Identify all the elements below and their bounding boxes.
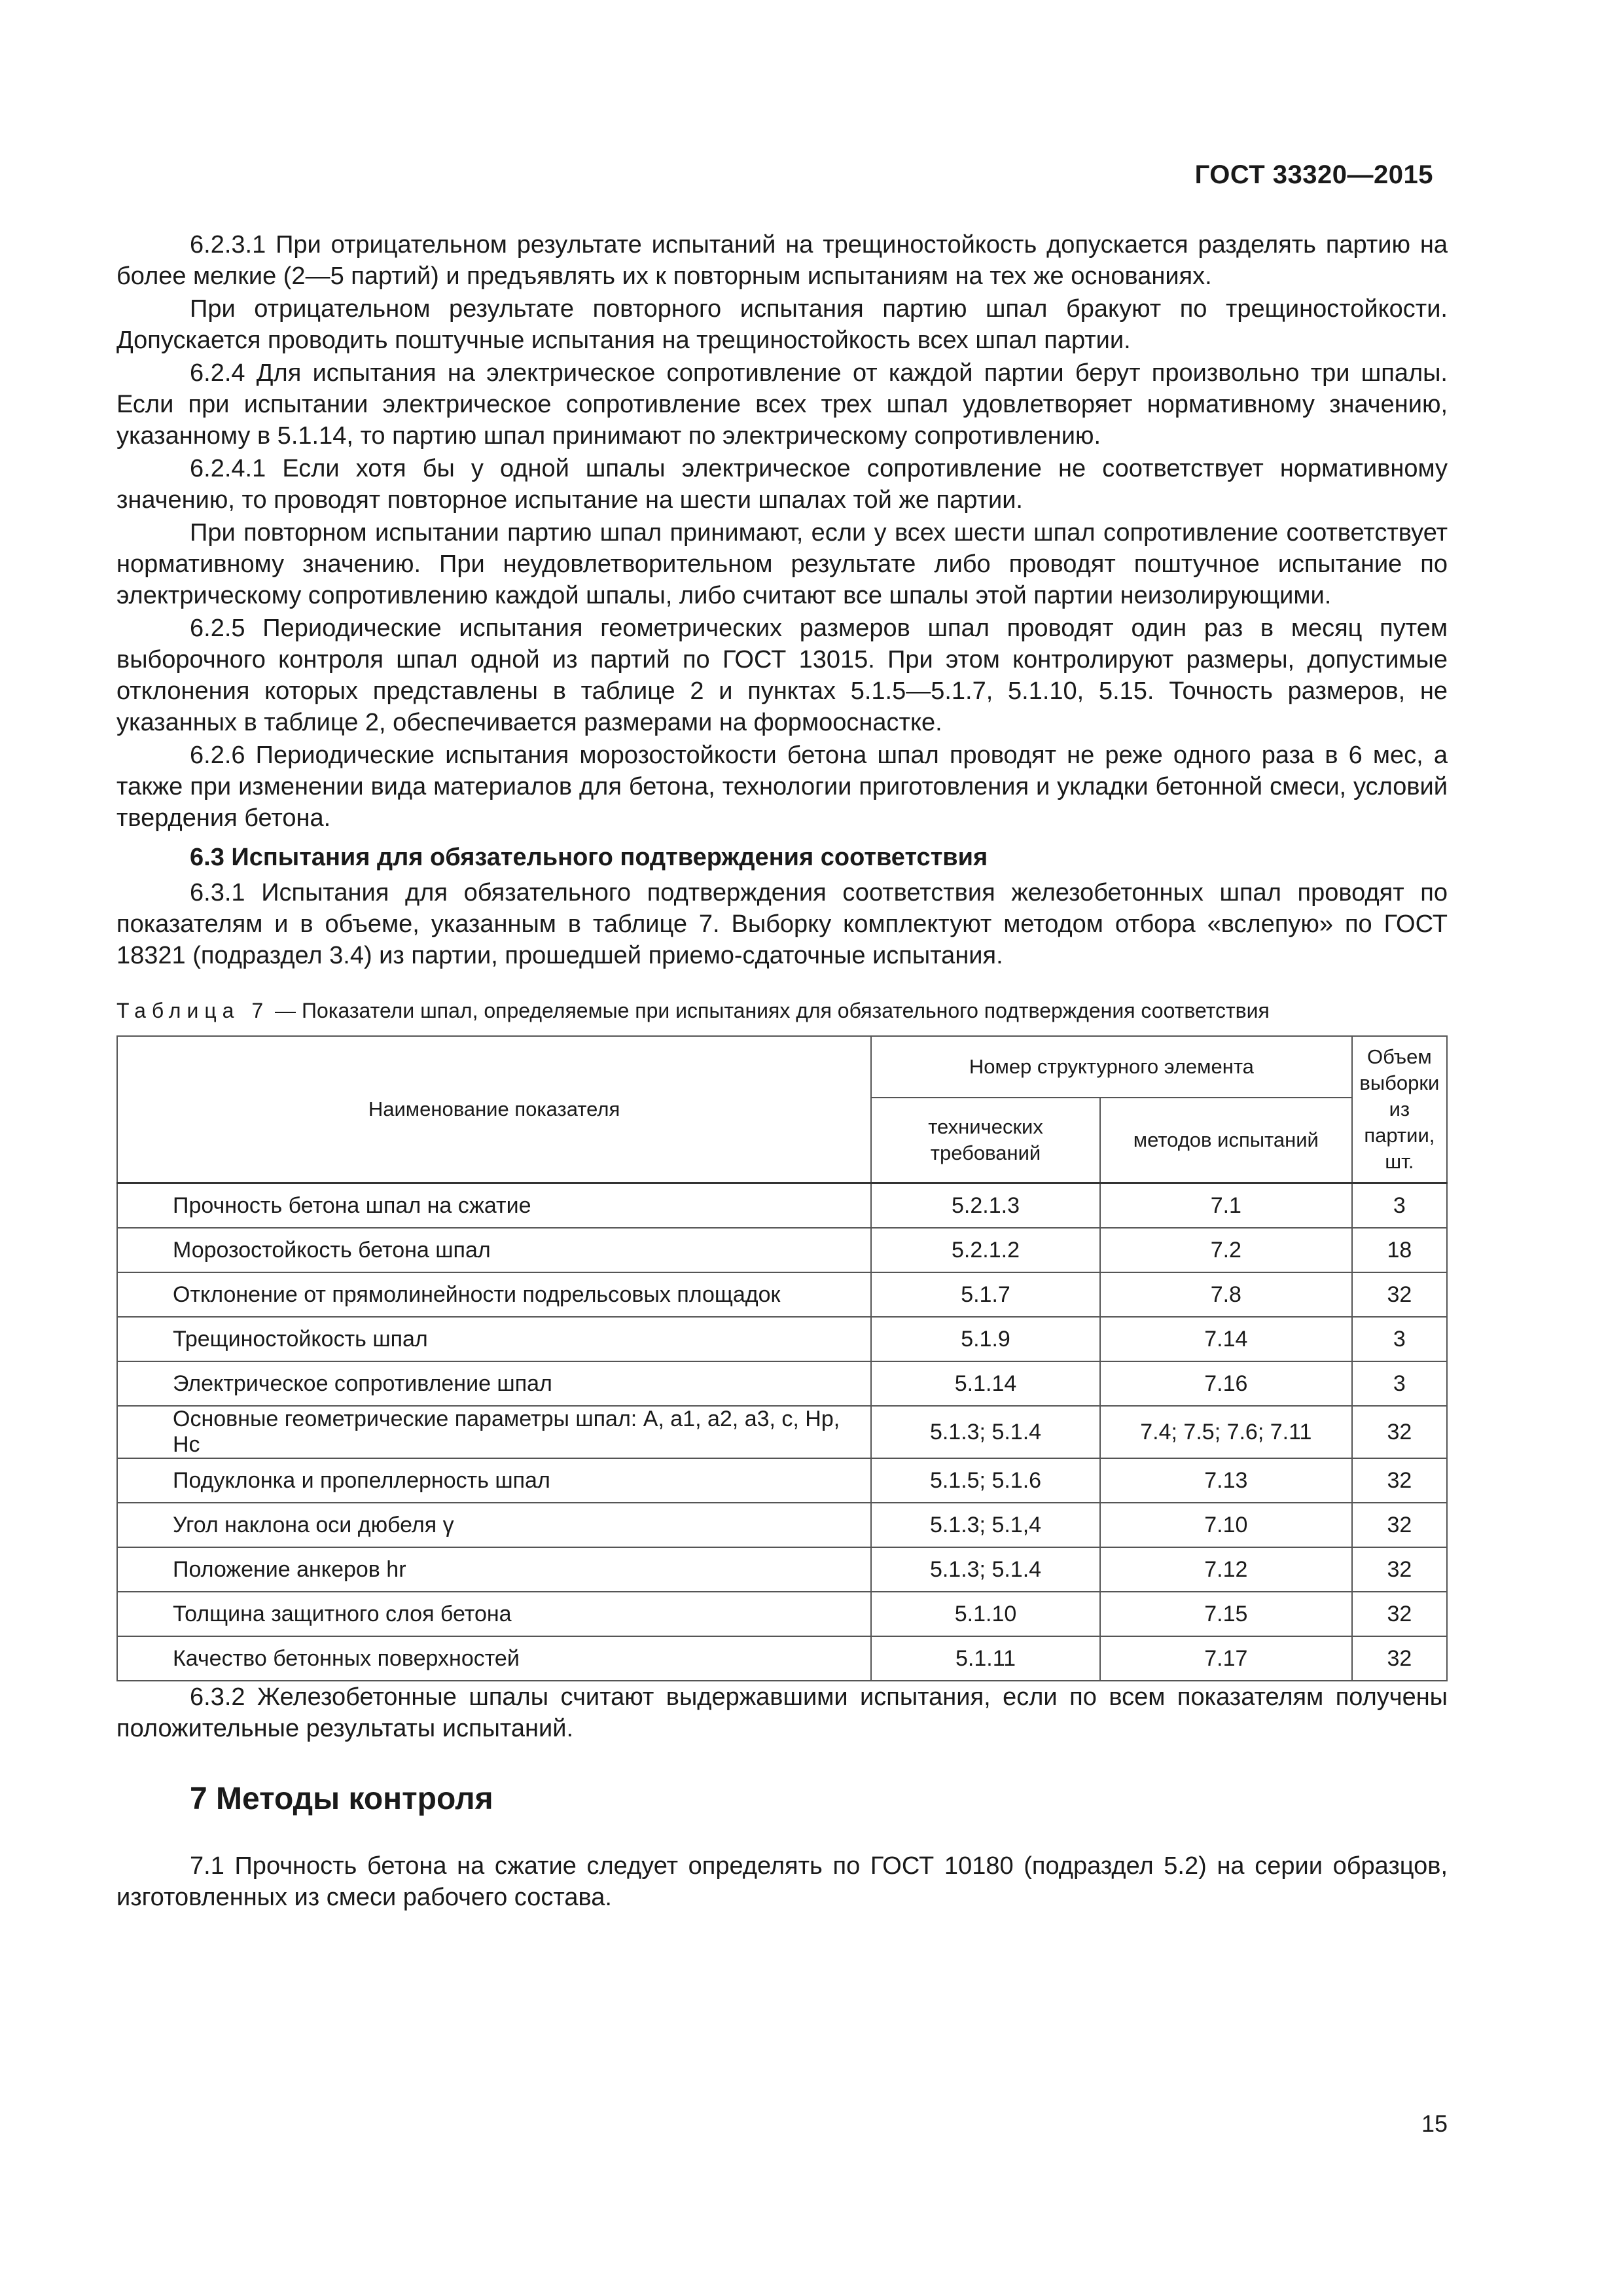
- cell-method: 7.10: [1100, 1503, 1352, 1547]
- cell-name: Отклонение от прямолинейности подрельсовых площадок: [117, 1272, 871, 1317]
- indicators-table: [116, 1035, 1448, 1681]
- cell-name: Толщина защитного слоя бетона: [117, 1592, 871, 1636]
- table-row: [117, 1592, 1447, 1636]
- paragraph: 6.2.5 Периодические испытания геометрических размеров шпал проводят один раз в месяц путем выборочного контроля шпал одной из партий по ГОСТ 13015. При этом контролируют размеры, допустимые отклонения которых представлены в таблице 2 и пунктах 5.1.5—5.1.7, 5.1.10, 5.15. Точность размеров, не указанных в таблице 2, обеспечивается размерами на формооснастке.: [116, 615, 1448, 736]
- cell-method: 7.12: [1100, 1547, 1352, 1592]
- paragraph: 6.2.4.1 Если хотя бы у одной шпалы электрическое сопротивление не соответствует нормативному значению, то проводят повторное испытание на шести шпалах той же партии.: [116, 455, 1448, 514]
- table-caption: [116, 997, 1448, 1024]
- cell-tech: 5.2.1.3: [871, 1183, 1100, 1229]
- cell-sample: 3: [1352, 1361, 1447, 1406]
- cell-name: Основные геометрические параметры шпал: A, a1, a2, a3, c, Hp, Hc: [117, 1406, 871, 1458]
- cell-name: Трещиностойкость шпал: [117, 1317, 871, 1361]
- cell-sample: 3: [1352, 1317, 1447, 1361]
- cell-method: 7.16: [1100, 1361, 1352, 1406]
- table-row: [117, 1183, 1447, 1229]
- cell-method: 7.15: [1100, 1592, 1352, 1636]
- table-caption-label: Таблица 7: [116, 999, 270, 1022]
- cell-sample: 3: [1352, 1183, 1447, 1229]
- table-row: [117, 1406, 1447, 1458]
- cell-method: 7.13: [1100, 1458, 1352, 1503]
- section-heading: 6.3 Испытания для обязательного подтверждения соответствия: [190, 844, 988, 871]
- cell-name: Положение анкеров hr: [117, 1547, 871, 1592]
- paragraph: 6.3.2 Железобетонные шпалы считают выдержавшими испытания, если по всем показателям получены положительные результаты испытаний.: [116, 1683, 1448, 1742]
- cell-sample: 18: [1352, 1228, 1447, 1272]
- paragraph: 6.2.6 Периодические испытания морозостойкости бетона шпал проводят не реже одного раза в 6 мес, а также при изменении вида материалов для бетона, технологии приготовления и укладки бетонной смеси, условий твердения бетона.: [116, 742, 1448, 832]
- page-number: 15: [1421, 2110, 1448, 2137]
- cell-sample: 32: [1352, 1503, 1447, 1547]
- cell-sample: 32: [1352, 1636, 1447, 1681]
- table-row: [117, 1361, 1447, 1406]
- section-heading: 7 Методы контроля: [190, 1782, 493, 1816]
- cell-tech: 5.1.5; 5.1.6: [871, 1458, 1100, 1503]
- cell-tech: 5.1.3; 5.1.4: [871, 1406, 1100, 1458]
- header-sample-size: Объем выборки из партии, шт.: [1352, 1036, 1447, 1183]
- cell-name: Прочность бетона шпал на сжатие: [117, 1183, 871, 1229]
- table-row: [117, 1636, 1447, 1681]
- cell-tech: 5.1.10: [871, 1592, 1100, 1636]
- cell-tech: 5.2.1.2: [871, 1228, 1100, 1272]
- cell-tech: 5.1.7: [871, 1272, 1100, 1317]
- cell-name: Электрическое сопротивление шпал: [117, 1361, 871, 1406]
- cell-sample: 32: [1352, 1406, 1447, 1458]
- table-row: [117, 1503, 1447, 1547]
- document-body: [116, 229, 1448, 1913]
- table-row: [117, 1228, 1447, 1272]
- cell-tech: 5.1.3; 5.1,4: [871, 1503, 1100, 1547]
- cell-method: 7.2: [1100, 1228, 1352, 1272]
- cell-sample: 32: [1352, 1272, 1447, 1317]
- header-name: Наименование показателя: [117, 1036, 871, 1183]
- cell-method: 7.14: [1100, 1317, 1352, 1361]
- document-header: ГОСТ 33320—2015: [1194, 160, 1433, 189]
- paragraph: При повторном испытании партию шпал принимают, если у всех шести шпал сопротивление соответствует нормативному значению. При неудовлетворительном результате либо проводят поштучное испытание по электрическому сопротивлению каждой шпалы, либо считают все шпалы этой партии неизолирующими.: [116, 519, 1448, 609]
- paragraph: При отрицательном результате повторного испытания партию шпал бракуют по трещиностойкости. Допускается проводить поштучные испытания на трещиностойкость всех шпал партии.: [116, 295, 1448, 354]
- cell-name: Подуклонка и пропеллерность шпал: [117, 1458, 871, 1503]
- cell-tech: 5.1.9: [871, 1317, 1100, 1361]
- table-row: [117, 1272, 1447, 1317]
- cell-tech: 5.1.11: [871, 1636, 1100, 1681]
- cell-sample: 32: [1352, 1547, 1447, 1592]
- cell-tech: 5.1.3; 5.1.4: [871, 1547, 1100, 1592]
- header-test-methods: методов испытаний: [1100, 1098, 1352, 1183]
- table-row: [117, 1317, 1447, 1361]
- cell-method: 7.4; 7.5; 7.6; 7.11: [1100, 1406, 1352, 1458]
- cell-method: 7.17: [1100, 1636, 1352, 1681]
- table-row: [117, 1547, 1447, 1592]
- paragraph: 6.3.1 Испытания для обязательного подтверждения соответствия железобетонных шпал проводят по показателям и в объеме, указанным в таблице 7. Выборку комплектуют методом отбора «вслепую» по ГОСТ 18321 (подраздел 3.4) из партии, прошедшей приемо-сдаточные испытания.: [116, 879, 1448, 969]
- paragraph: 6.2.4 Для испытания на электрическое сопротивление от каждой партии берут произвольно три шпалы. Если при испытании электрическое сопротивление всех трех шпал удовлетворяет нормативному значению, указанному в 5.1.14, то партию шпал принимают по электрическому сопротивлению.: [116, 359, 1448, 450]
- table-caption-text: — Показатели шпал, определяемые при испытаниях для обязательного подтверждения соответствия: [269, 999, 1270, 1022]
- cell-name: Морозостойкость бетона шпал: [117, 1228, 871, 1272]
- cell-name: Качество бетонных поверхностей: [117, 1636, 871, 1681]
- cell-method: 7.1: [1100, 1183, 1352, 1229]
- cell-sample: 32: [1352, 1458, 1447, 1503]
- table-row: [117, 1458, 1447, 1503]
- paragraph: 6.2.3.1 При отрицательном результате испытаний на трещиностойкость допускается разделять партию на более мелкие (2—5 партий) и предъявлять их к повторным испытаниям на тех же основаниях.: [116, 231, 1448, 290]
- header-structural-element: Номер структурного элемента: [871, 1036, 1352, 1098]
- cell-tech: 5.1.14: [871, 1361, 1100, 1406]
- cell-method: 7.8: [1100, 1272, 1352, 1317]
- cell-sample: 32: [1352, 1592, 1447, 1636]
- cell-name: Угол наклона оси дюбеля γ: [117, 1503, 871, 1547]
- header-tech-requirements: технических требований: [871, 1098, 1100, 1183]
- paragraph: 7.1 Прочность бетона на сжатие следует определять по ГОСТ 10180 (подраздел 5.2) на серии образцов, изготовленных из смеси рабочего состава.: [116, 1852, 1448, 1911]
